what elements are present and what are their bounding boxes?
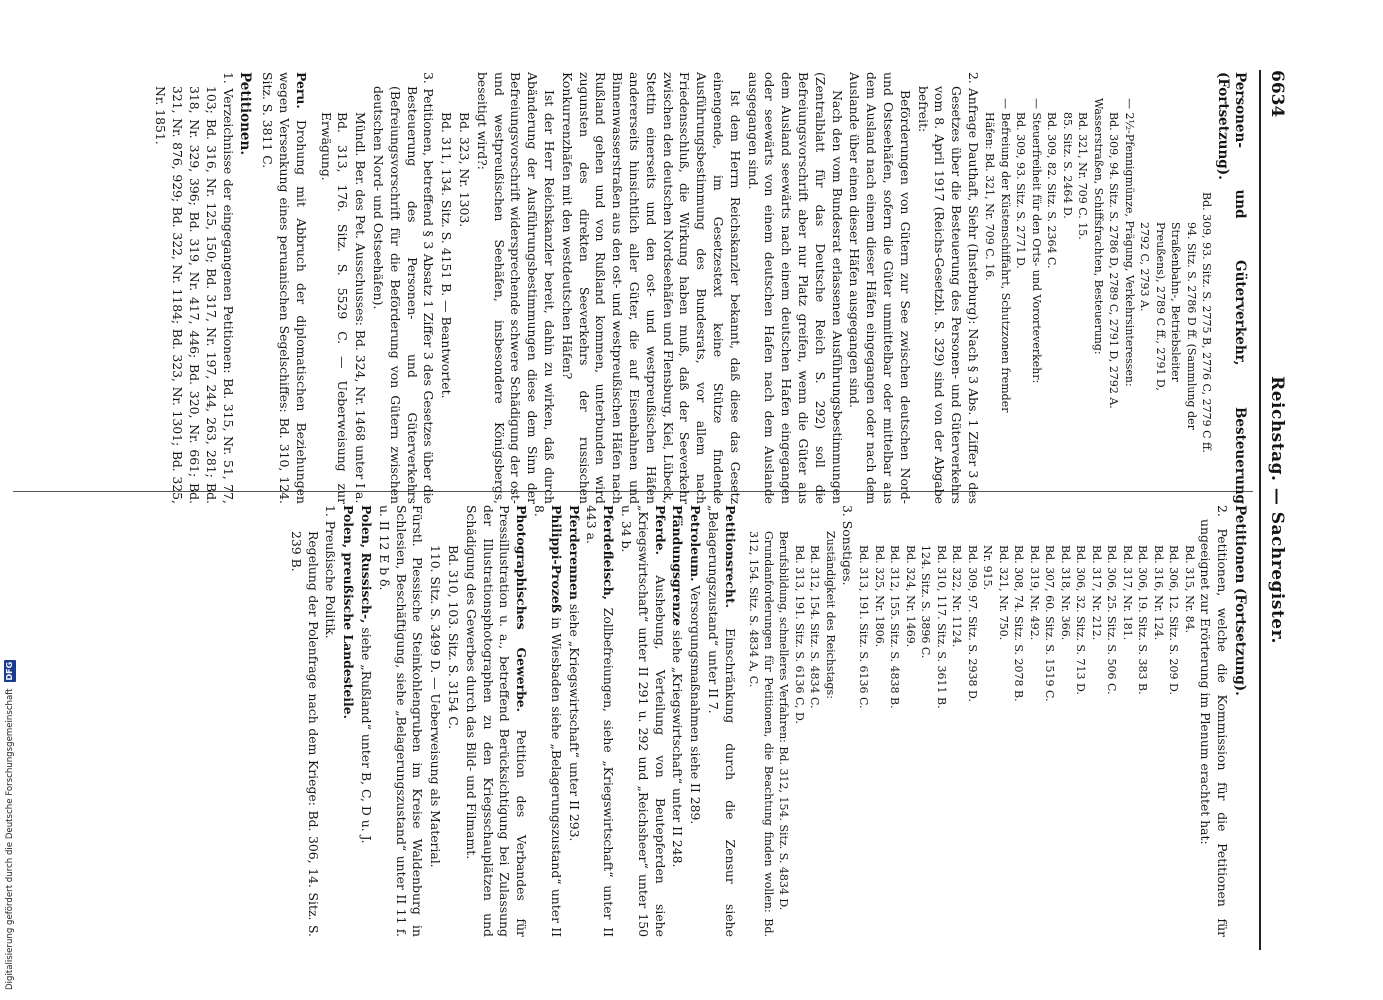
entry-paragraph: Nach den vom Bundesrat erlassenen Ausführungsbestimmungen (Zentralblatt für das Deutsche Reich S. 292) soll die Befreiungsvorschrift aber nur Platz greifen, wenn die Güter aus dem Ausland seewärts nach einem deutschen Hafen eingegangen oder seewärts von einem deutschen Hafen nach dem Auslande ausgegangen sind. [745,72,845,504]
reference-line: Bd. 323, Nr. 1303. [457,112,472,228]
entry-steuerfreiheit: — Steuerfreiheit für den Orts- und Vororteverkehr: [1029,98,1043,384]
section-heading-personen-gueterverkehr: Personen- und Güterverkehr, Besteuerung (Fortsetzung). [1215,72,1248,504]
entry-plessische [375,505,425,937]
reference-line: Bd. 318, Nr. 366. [1058,545,1072,641]
keyword: Photographisches Gewerbe. [514,505,530,712]
header-title: Reichstag. — Sachregister. [1267,376,1287,644]
entry-photographisches-gewerbe [462,505,529,937]
entry-philippi-prozess [530,505,564,937]
reference-line: Bd. 321, Nr. 709 C. 15. [1076,112,1090,240]
entry-pfaendungsgrenze [669,505,686,937]
entry-peru [258,72,308,504]
entry-paragraph: Ist der Herr Reichskanzler bereit, dahin zu wirken, daß durch Abänderung der Ausführungsbestimmungen diese dem Sinn der Befreiungsvorschrift widersprechende schwere Schädigung der ost- und westpreußischen Seehäfen, insbesondere Königsbergs, beseitigt wird?: [474,72,557,504]
reference-line: Bd. 319, Nr. 492. [1027,545,1041,641]
reference-line: Bd. 321, Nr. 750. [996,545,1010,641]
reference-line: Bd. 324, Nr. 1469. [903,545,917,648]
entry-text: Fürstl. Plessische Steinkohlengruben im Kreise Waldenburg in Schlesien, Beschäftigung, siehe „Belagerungszustand“ unter II 11 f. u. II 12 E b δ. [376,505,426,937]
reference-line: Bd. 306, 25. Sitz. S. 506 C. [1105,545,1119,695]
entry-sonstiges: 3. Sonstiges. [839,505,855,586]
entry-text: siehe „Kriegswirtschaft“ unter II 293. [566,603,582,842]
keyword: Pfändungsgrenze [670,505,686,627]
reference-line: Bd. 306, 19. Sitz. S. 383 B. [1136,545,1150,695]
reference-line: Mündl. Ber. des Pet. Ausschusses: Bd. 324, Nr. 1468 unter I a. [353,112,369,504]
reference-line: Bd. 310, 103. Sitz. S. 3154 C. [446,545,462,730]
reference-line: Bd. 313, 191. Sitz. S. 6136 C. [857,545,871,709]
keyword: Petitionsrecht. [722,505,738,608]
reference-line: Bd. 317, Nr. 212. [1089,545,1103,641]
reference-line: Bd. 311, 134. Sitz. S. 4151 B. — Beantwortet. [439,112,455,399]
keyword: Pferdefleisch, [601,505,617,601]
entry-pfennigmuenze: — 2½-Pfennigmünze, Prägung, Verkehrsinteressen: [1122,98,1136,387]
reference-line: Bd. 309, 97. Sitz. S. 2938 D. [965,545,979,702]
entry-ungeeignet: 2. Petitionen, welche die Kommission für die Petitionen für ungeeignet zur Erörterung im Plenum erachtet hat: [1198,505,1231,937]
reference-line: Bd. 309, 94. Sitz. S. 2786 D, 2789 C, 2791 D, 2792 A. [1107,112,1121,409]
entry-petitionsrecht [704,505,738,937]
reference-line: Häfen: Bd. 321, Nr. 709 C. 16. [983,112,997,281]
reference-line: 85. Sitz. S. 2464 D. [1060,112,1074,219]
keyword: Philippi-Prozeß [548,505,564,614]
entry-petroleum [686,505,703,937]
reference-line: 2792 C, 2793 A. [1138,222,1152,312]
reference-line: Bd. 309, 82. Sitz. S. 2364 C. [1045,112,1059,269]
reference-line: Preußens), 2789 C ff., 2791 D, [1153,222,1167,391]
reference-line: Bd. 312, 154. Sitz. S. 4834 C. [808,545,822,709]
reference-line: Bd. 306, 12. Sitz. S. 209 D. [1167,545,1181,695]
entry-zustaendigkeit: Zuständigkeit des Reichstags: [823,531,837,699]
reference-line: Bd. 313, 191. Sitz. S. 6136 C, D. [792,545,806,724]
reference-line: Bd. 313, 176. Sitz. S. 5529 C. — Ueberweisung zur Erwägung. [318,112,351,504]
entry-text: Petition des Verbandes für Pressillustration u. a., betreffend Berücksichtigung bei Zulassung der Illustrationsphotographen zu den Kriegsschauplätzen und Schädigung des Gewerbes durch das Bild- und Filmamt. [463,505,530,937]
entry-pferderennen [565,505,582,937]
reference-line: Straßenbahn-, Betriebsleiter [1169,222,1183,382]
entry-pferde [617,505,667,937]
entry-text: Drohung mit Abbruch der diplomatischen Beziehungen wegen Versenkung eines peruanischen Segelschiffes: Bd. 310, 124. Sitz. S. 3811 C. [260,72,309,504]
page-header [1259,70,1287,950]
right-column [286,505,1253,937]
entry-text: in Wiesbaden siehe „Belagerungszustand“ unter II 8. [532,505,564,937]
entry-verzeichnisse: 1. Verzeichnisse der eingegangenen Petitionen: Bd. 315, Nr. 51, 77, 103; Bd. 316, Nr. 125, 150; Bd. 317, Nr. 197, 244, 263, 281; Bd. 318, Nr. 329, 396; Bd. 319, Nr. 417, 446; Bd. 320, Nr. 661; Bd. 321, Nr. 876, 929; Bd. 322, Nr. 1184; Bd. 323, Nr. 1301; Bd. 325, Nr. 1851. [153,72,236,504]
entry-paragraph: Ist dem Herrn Reichskanzler bekannt, daß diese das Gesetz einengende, im Gesetzestext keine Stütze findende Ausführungsbestimmung des Bundesrats, vor allem nach Friedensschluß, die Wirkung haben muß, daß der Seeverkehr zwischen den deutschen Nordseehäfen und Flensburg, Kiel, Lübeck, Stettin einerseits und den ost- und westpreußischen Häfen andererseits hinsichtlich aller Güter, die auf Eisenbahnen und Binnenwasserstraßen aus den ost- und westpreußischen Häfen nach Rußland gehen und von Rußland kommen, unterbunden wird zugunsten des direkten Seeverkehrs der russischen Konkurrenzhäfen mit den westdeutschen Häfen? [559,72,743,504]
reference-line: Bd. 315, Nr. 84. [1182,545,1196,634]
entry-text: siehe „Kriegswirtschaft“ unter II 248. [670,629,686,868]
reference-line: 124. Sitz. S. 3896 C. [919,545,933,659]
keyword: Peru. [293,72,309,109]
entry-text: Versorgungsmaßnahmen siehe II 289. [688,585,704,825]
reference-line: Nr. 915. [981,545,995,591]
entry-paragraph: Beförderungen von Gütern zur See zwischen deutschen Nord- und Ostseehäfen, sofern die Güter unmittelbar oder mittelbar aus dem Ausland nach einem dieser Häfen eingegangen oder nach dem Auslande über einen dieser Häfen ausgegangen sind. [847,72,913,504]
entry-preussische-politik: 1. Preußische Politik. [323,505,339,639]
credit-text: Digitalisierung gefördert durch die Deutsche Forschungsgemeinschaft [5,688,15,990]
section-heading-petitionen-fortsetzung: Petitionen (Fortsetzung). [1232,505,1248,696]
entry-polen-preussisch: Polen, preußische Landesteile. [341,505,357,719]
section-heading-petitionen: Petitionen. [237,72,254,156]
reference-list [856,505,1196,937]
entry-text: Einschränkung durch die Zensur siehe „Belagerungszustand“ unter II 7. [706,505,738,937]
page-number: 6634 [1267,70,1287,118]
entry-petitionen-befreiung: 3. Petitionen, betreffend § 3 Absatz 1 Ziffer 3 des Gesetzes über die Besteuerung des Personen- und Güterverkehrs (Befreiungsvorschrift für die Beförderung von Gütern zwischen deutschen Nord- und Ostseehäfen). [371,72,437,504]
entry-wasserstrassen: Wasserstraßen, Schiffsfrachten, Besteuerung: [1091,98,1105,355]
entry-text: Aushebung, Verteilung von Beutepferden siehe „Kriegswirtschaft“ unter II 291 u. 292 und „Reichsheer“ unter 150 u. 34 b. [619,505,668,937]
reference-line: Bd. 309, 93. Sitz. S. 2775 B, 2776 C, 2779 C ff. [1200,192,1214,453]
reference-line: Bd. 309, 93. Sitz. S. 2771 D. [1014,112,1028,269]
reference-line: Bd. 322, Nr. 1124. [950,545,964,648]
entry-pferdefleisch [583,505,617,937]
reference-line: 110. Sitz. S. 3499 D. — Ueberweisung als Material. [428,545,444,868]
reference-line: Bd. 307, 60. Sitz. S. 1519 C. [1043,545,1057,702]
entry-text: siehe „Rußland“ unter B, C, D u. J. [359,627,375,844]
keyword: Pferde. [652,505,668,555]
reference-line: 94. Sitz. S. 2786 D ff. (Sammlung der [1184,222,1198,430]
entry-grundanforderungen: Grundanforderungen für Petitionen, die Beachtung finden wollen: Bd. 312, 154. Sitz. S. 4834 A, C. [747,531,775,937]
header-rule [1259,70,1261,950]
reference-line: Bd. 317, Nr. 181. [1120,545,1134,641]
keyword: Pferderennen [566,505,582,600]
reference-line: Bd. 308, 74. Sitz. S. 2078 B. [1012,545,1026,702]
entry-kuestenschiffahrt: — Befreiung der Küstenschiffahrt, Schutzzonen fremder [998,98,1012,413]
reference-line: Bd. 310, 117. Sitz. S. 3611 B. [934,545,948,709]
entry-polenfrage: Regelung der Polenfrage nach dem Kriege: Bd. 306, 14. Sitz. S. 239 B. [288,531,321,937]
keyword: Polen, Russisch-, [359,505,375,624]
keyword: Petroleum. [688,505,704,582]
reference-line: Bd. 316, Nr. 124. [1151,545,1165,641]
entry-text: Zollbefreiungen, siehe „Kriegswirtschaft“ unter II 443 a. [584,505,617,937]
left-column [151,72,1253,504]
entry-polen-russisch [357,505,374,937]
entry-berufsbildung: Berufsbildung, schnelleres Verfahren: Bd. 312, 154. Sitz. S. 4834 D. [777,531,791,911]
reference-line: Bd. 306, 32. Sitz. S. 713 D. [1074,545,1088,695]
digitization-credit [4,600,16,990]
reference-line: Bd. 325, Nr. 1806. [872,545,886,648]
entry-anfrage: 2. Anfrage Dauthaft, Siehr (Insterburg): Nach § 3 Abs. 1 Ziffer 3 des Gesetzes über die Besteuerung des Personen- und Güterverkehrs vom 8. April 1917 (Reichs-Gesetzbl. S. 329) sind von der Abgabe befreit: [915,72,981,504]
dfg-logo: DFG [5,661,14,681]
reference-line: Bd. 312, 155. Sitz. S. 4838 B. [888,545,902,709]
